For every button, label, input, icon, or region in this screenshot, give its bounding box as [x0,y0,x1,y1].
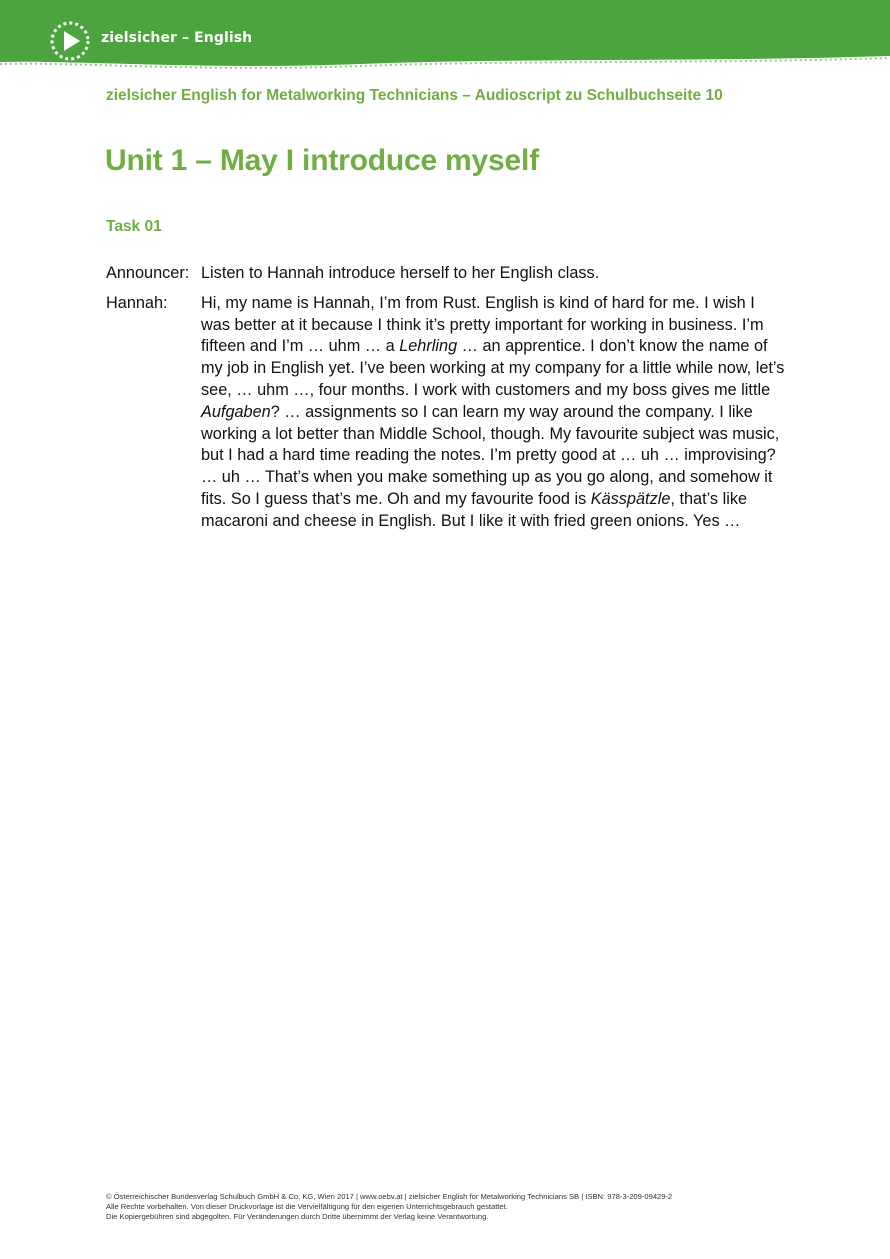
copyright-footer [106,1192,806,1223]
footer-line: Alle Rechte vorbehalten. Von dieser Druckvorlage ist die Vervielfältigung für den eigenen Unterrichtsgebrauch gestattet. [106,1202,508,1212]
page-title: Unit 1 – May I introduce myself [105,144,539,177]
header-banner [0,0,890,80]
footer-line: © Österreichischer Bundesverlag Schulbuch GmbH & Co. KG, Wien 2017 | www.oebv.at | zielsicher English for Metalworking Technicians SB | ISBN: 978-3-209-09429-2 [106,1192,673,1201]
page-subtitle: zielsicher English for Metalworking Technicians – Audioscript zu Schulbuchseite 10 [106,87,723,104]
script-row-announcer [106,263,786,285]
dialogue-italic-term: Kässpätzle [590,489,671,508]
dialogue-text: ? … assignments so I can learn my way around the company. I like working a lot better than Middle School, though. My favourite subject was music, but I had a hard time reading the notes. I’m pretty good at … uh … improvising? … uh … That’s when you make something up as you go along, and somehow it fits. So I guess that’s me. Oh and my favourite food is [201,402,780,508]
brand-logo-text: zielsicher – English [101,30,253,46]
dialogue-text: Listen to Hannah introduce herself to her English class. [201,264,600,282]
dialogue-line [201,293,786,533]
dialogue-line [201,263,786,285]
speaker-label: Announcer: [106,264,190,282]
dialogue-italic-term: Aufgaben [201,402,271,421]
task-label: Task 01 [106,218,162,235]
footer-line: Die Kopiergebühren sind abgegolten. Für Veränderungen durch Dritte übernimmt der Verlag keine Verantwortung. [106,1212,489,1222]
speaker-label: Hannah: [106,293,168,312]
dialogue-italic-term: Lehrling [399,337,458,356]
dialogue-text: , that’s like macaroni and cheese in English. But I like it with fried green onions. Yes … [201,489,748,530]
dialogue-text: Hi, my name is Hannah, I’m from Rust. English is kind of hard for me. I wish I was better at it because I think it’s pretty important for working in business. I’m fifteen and I’m … uhm … a [201,293,764,356]
dialogue-text: … an apprentice. I don’t know the name of my job in English yet. I’ve been working at my company for a little while now, let’s see, … uhm …, four months. I work with customers and my boss gives me little [201,337,785,399]
audioscript [106,263,786,541]
script-row-hannah [106,293,786,533]
